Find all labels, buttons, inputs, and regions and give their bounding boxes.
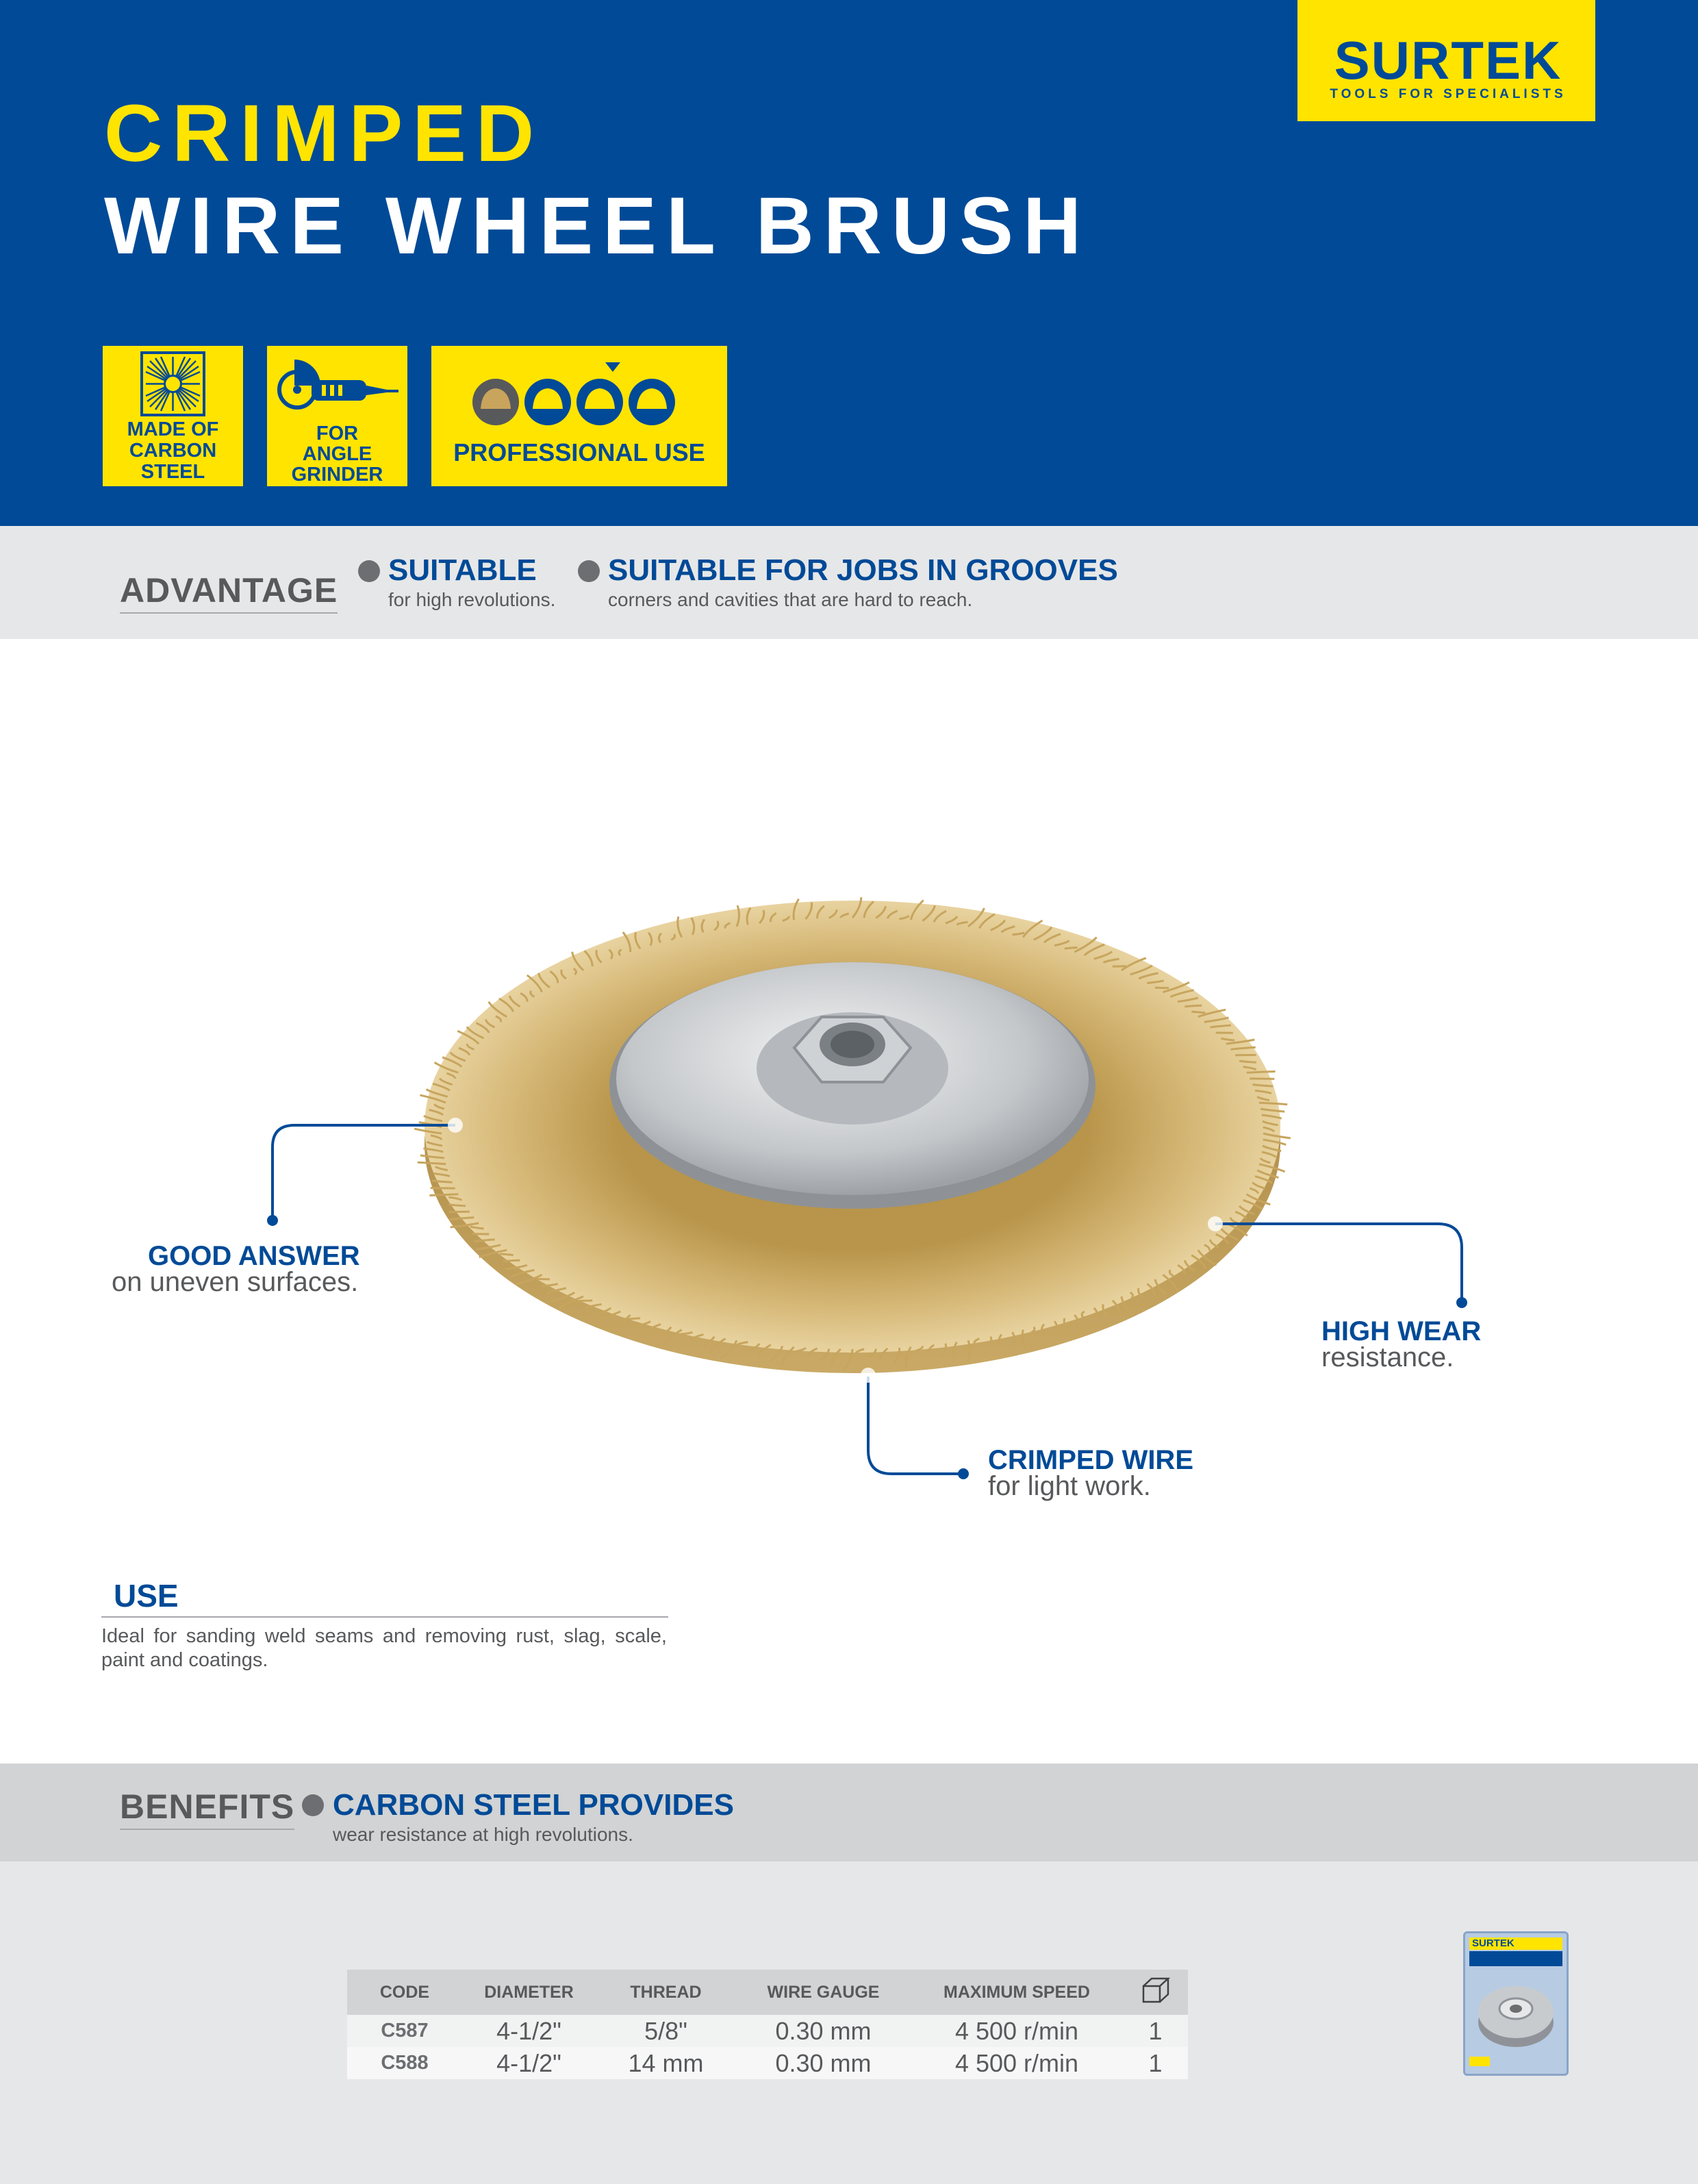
cell-thread: 5/8": [596, 2015, 736, 2047]
advantage-1-sub: for high revolutions.: [388, 589, 556, 610]
header-diameter: DIAMETER: [462, 1970, 596, 2015]
callout-good-answer-head: GOOD ANSWER: [148, 1241, 360, 1271]
use-title: USE: [114, 1578, 179, 1614]
benefits-bullet: [302, 1794, 324, 1816]
use-divider: [101, 1616, 668, 1618]
cell-diameter: 4-1/2": [462, 2047, 596, 2079]
cell-code: C587: [347, 2015, 462, 2047]
advantage-1-head: SUITABLE: [388, 553, 537, 587]
header-maximum-speed: MAXIMUM SPEED: [911, 1970, 1123, 2015]
callout-crimped-wire-head: CRIMPED WIRE: [988, 1445, 1193, 1475]
cell-diameter: 4-1/2": [462, 2015, 596, 2047]
callout-crimped-wire-sub: for light work.: [988, 1471, 1151, 1501]
title-line-2: WIRE WHEEL BRUSH: [104, 181, 1091, 271]
title-line-1: CRIMPED: [104, 88, 544, 179]
cell-maximum-speed: 4 500 r/min: [911, 2047, 1123, 2079]
box-icon: [1141, 1976, 1171, 2004]
spec-table: [347, 1970, 1188, 2079]
benefits-title: BENEFITS: [120, 1787, 294, 1830]
benefits-sub: wear resistance at high revolutions.: [333, 1824, 633, 1845]
cell-quantity: 1: [1123, 2015, 1188, 2047]
header-wire-gauge: WIRE GAUGE: [736, 1970, 911, 2015]
advantage-2-head: SUITABLE FOR JOBS IN GROOVES: [608, 553, 1118, 587]
advantage-2-sub: corners and cavities that are hard to reach.: [608, 589, 973, 610]
table-row: [347, 2047, 1188, 2079]
badge-angle-grinder-label: FOR ANGLE GRINDER: [291, 423, 383, 486]
header-thread: THREAD: [596, 1970, 736, 2015]
logo-brand: SURTEK: [1334, 30, 1562, 90]
package-brand: SURTEK: [1469, 1937, 1562, 1950]
header-quantity: [1123, 1970, 1188, 2015]
cell-wire-gauge: 0.30 mm: [736, 2047, 911, 2079]
package-badge: [1469, 2057, 1490, 2066]
advantage-title: ADVANTAGE: [120, 571, 338, 614]
package-label-strip: [1469, 1951, 1562, 1966]
cell-quantity: 1: [1123, 2047, 1188, 2079]
packaged-cup-brush-icon: [1475, 1974, 1557, 2050]
callout-high-wear-head: HIGH WEAR: [1321, 1316, 1482, 1346]
cell-maximum-speed: 4 500 r/min: [911, 2015, 1123, 2047]
package-image: [1463, 1931, 1569, 2076]
badge-carbon-steel-label: MADE OF CARBON STEEL: [127, 418, 219, 483]
table-row: [347, 2015, 1188, 2047]
badge-professional-use-label: PROFESSIONAL USE: [453, 438, 705, 466]
table-header-row: [347, 1970, 1188, 2015]
header-code: CODE: [347, 1970, 462, 2015]
logo-tagline: TOOLS FOR SPECIALISTS: [1330, 87, 1567, 101]
callout-high-wear-sub: resistance.: [1321, 1342, 1454, 1372]
use-text: Ideal for sanding weld seams and removing rust, slag, scale, paint and coatings.: [101, 1625, 667, 1671]
cell-wire-gauge: 0.30 mm: [736, 2015, 911, 2047]
cell-thread: 14 mm: [596, 2047, 736, 2079]
callout-good-answer-sub: on uneven surfaces.: [112, 1267, 359, 1297]
cell-code: C588: [347, 2047, 462, 2079]
benefits-head: CARBON STEEL PROVIDES: [333, 1788, 734, 1822]
